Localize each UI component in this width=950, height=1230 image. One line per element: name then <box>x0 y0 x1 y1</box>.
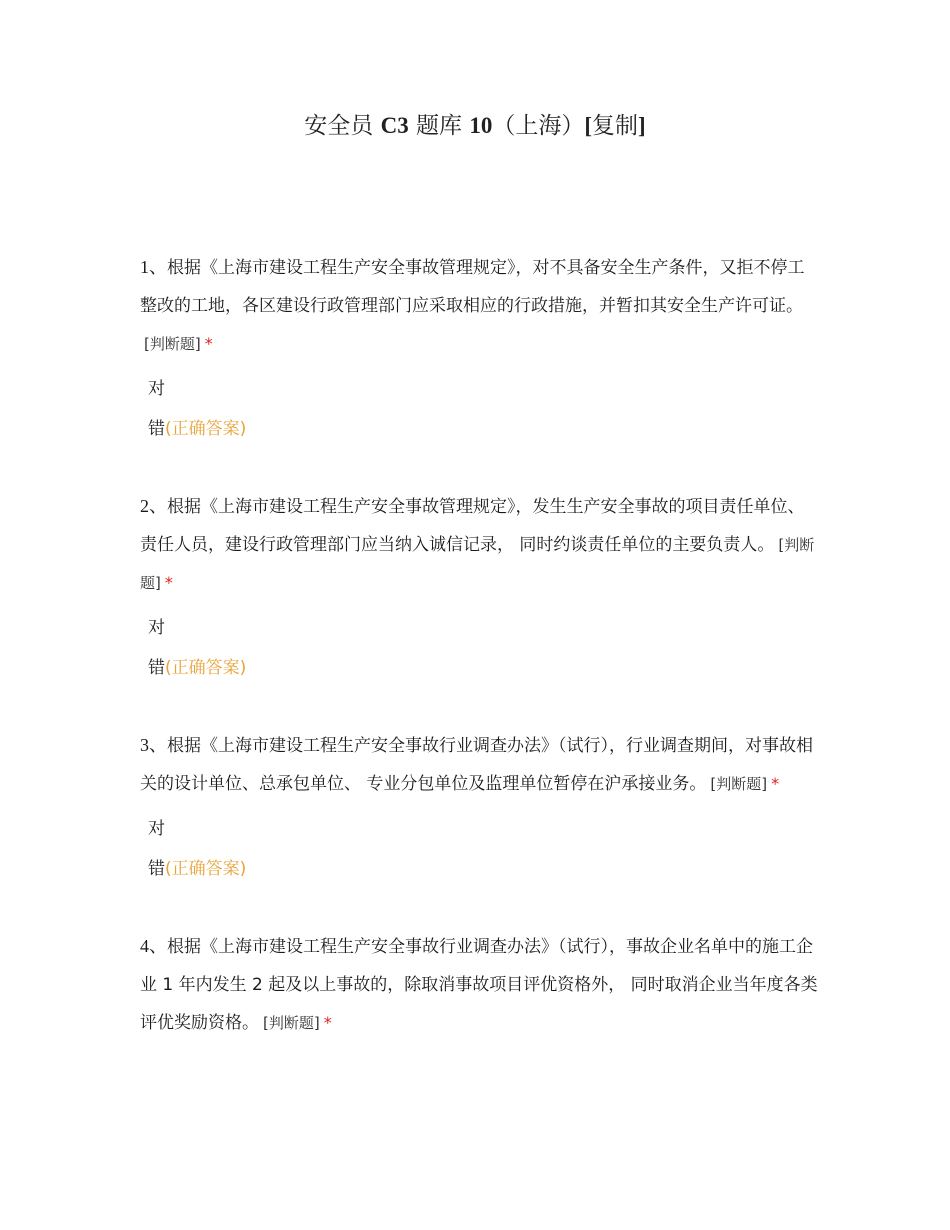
option-false[interactable] <box>148 648 820 688</box>
option-false[interactable] <box>148 849 820 889</box>
question-item <box>140 726 820 889</box>
option-label: 对 <box>148 379 165 399</box>
title-part-1: 安全员 <box>304 113 374 139</box>
question-text-block <box>140 248 820 363</box>
option-label: 错 <box>148 419 165 439</box>
title-part-6: [ <box>584 113 593 138</box>
question-text: 根据《上海市建设工程生产安全事故行业调查办法》（试行），行业调查期间，对事故相关的设计单位、总承包单位、 专业分包单位及监理单位暂停在沪承接业务。 <box>140 736 813 794</box>
title-part-5: （上海） <box>492 113 585 139</box>
question-text: 根据《上海市建设工程生产安全事故管理规定》，发生生产安全事故的项目责任单位、责任人员，建设行政管理部门应当纳入诚信记录， 同时约谈责任单位的主要负责人。 <box>140 497 805 555</box>
question-text-block <box>140 487 820 602</box>
question-list <box>140 248 820 1080</box>
required-asterisk: * <box>204 334 213 353</box>
title-part-8: ] <box>638 113 646 138</box>
option-label: 错 <box>148 658 165 678</box>
title-part-4: 10 <box>469 113 493 138</box>
title-part-3: 题库 <box>416 113 463 139</box>
question-item <box>140 927 820 1042</box>
question-item <box>140 248 820 449</box>
page-title <box>0 110 950 142</box>
required-asterisk: * <box>323 1013 332 1032</box>
correct-answer-mark: (正确答案) <box>165 419 247 439</box>
question-type-label: [判断题] <box>263 1014 320 1032</box>
question-number: 3、 <box>140 735 167 755</box>
question-type-label: [判断题] <box>140 536 815 592</box>
option-false[interactable] <box>148 409 820 449</box>
question-type-label: [判断题] <box>144 335 201 353</box>
option-true[interactable] <box>148 608 820 648</box>
question-text-block <box>140 726 820 803</box>
question-text: 根据《上海市建设工程生产安全事故行业调查办法》（试行），事故企业名单中的施工企业 1 年内发生 2 起及以上事故的，除取消事故项目评优资格外， 同时取消企业当年度各类评优奖励资格。 <box>140 937 818 1033</box>
option-list <box>140 809 820 889</box>
correct-answer-mark: (正确答案) <box>165 658 247 678</box>
question-text: 根据《上海市建设工程生产安全事故管理规定》，对不具备安全生产条件，又拒不停工整改的工地，各区建设行政管理部门应采取相应的行政措施，并暂扣其安全生产许可证。 <box>140 258 805 316</box>
question-number: 4、 <box>140 936 167 956</box>
option-label: 对 <box>148 819 165 839</box>
question-type-label: [判断题] <box>710 775 768 793</box>
question-item <box>140 487 820 688</box>
question-number: 2、 <box>140 496 167 516</box>
question-number: 1、 <box>140 257 167 277</box>
option-true[interactable] <box>148 369 820 409</box>
option-label: 对 <box>148 618 165 638</box>
option-label: 错 <box>148 859 165 879</box>
option-true[interactable] <box>148 809 820 849</box>
title-part-2: C3 <box>380 113 409 138</box>
option-list <box>140 369 820 449</box>
option-list <box>140 608 820 688</box>
required-asterisk: * <box>164 573 173 592</box>
title-part-7: 复制 <box>592 113 639 139</box>
correct-answer-mark: (正确答案) <box>165 859 247 879</box>
required-asterisk: * <box>771 774 780 793</box>
question-text-block <box>140 927 820 1042</box>
